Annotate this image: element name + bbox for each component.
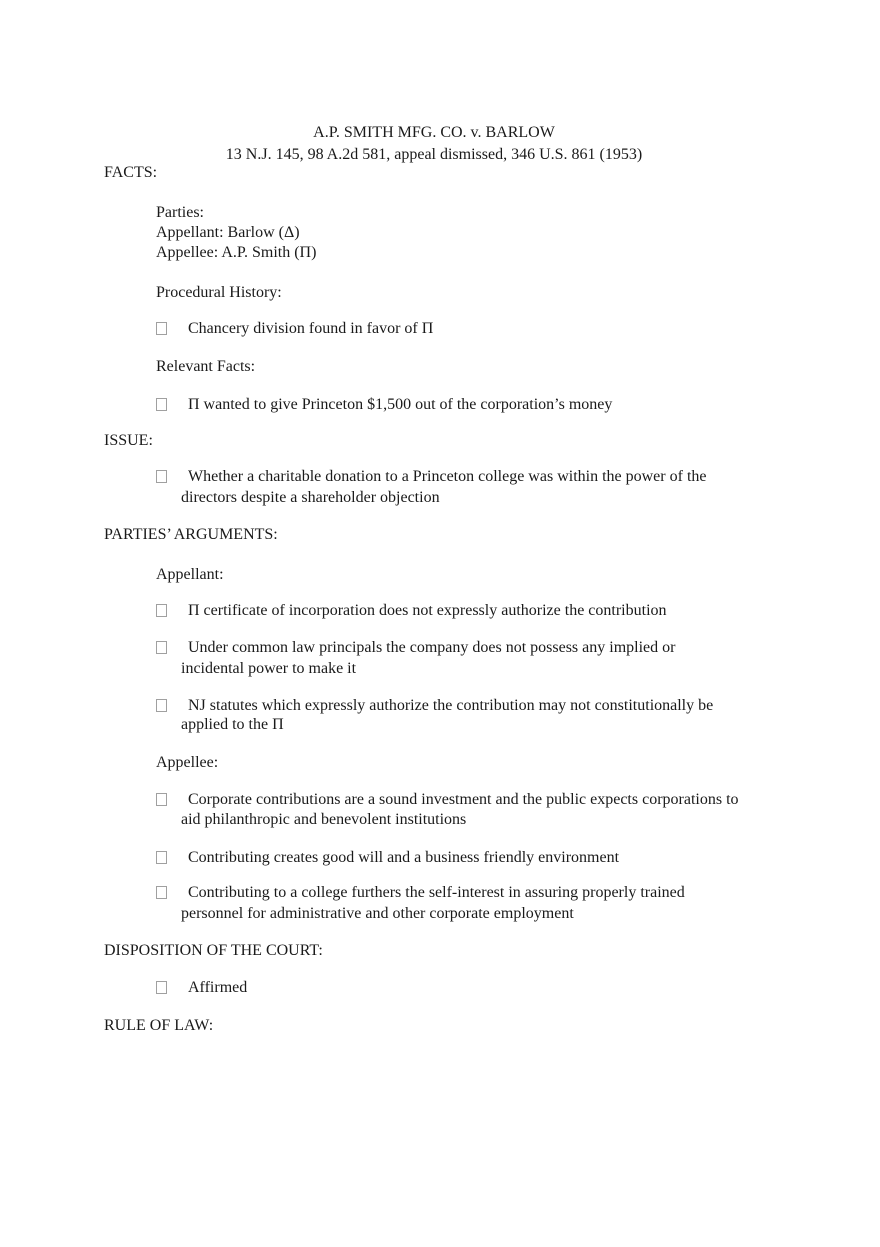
rule-of-law-heading: RULE OF LAW: — [104, 1017, 214, 1034]
issue-heading: ISSUE: — [104, 432, 153, 449]
bullet-icon — [156, 398, 167, 411]
appellant-argument-continued: incidental power to make it — [181, 660, 357, 677]
procedural-history-label: Procedural History: — [156, 284, 282, 301]
appellee-argument-continued: personnel for administrative and other corporate employment — [181, 905, 574, 922]
appellant-arguments-label: Appellant: — [156, 566, 224, 583]
issue-item: Whether a charitable donation to a Princeton college was within the power of the — [188, 468, 707, 485]
appellee-argument: Contributing creates good will and a business friendly environment — [188, 849, 620, 866]
bullet-icon — [156, 470, 167, 483]
relevant-fact-item: Π wanted to give Princeton $1,500 out of the corporation’s money — [188, 396, 613, 413]
bullet-icon — [156, 981, 167, 994]
appellant-argument-continued: applied to the Π — [181, 716, 284, 733]
bullet-icon — [156, 699, 167, 712]
bullet-icon — [156, 604, 167, 617]
appellant-party: Appellant: Barlow (Δ) — [156, 224, 300, 241]
bullet-icon — [156, 641, 167, 654]
facts-heading: FACTS: — [104, 164, 158, 181]
issue-item-continued: directors despite a shareholder objection — [181, 489, 440, 506]
appellee-argument: Contributing to a college furthers the self-interest in assuring properly trained — [188, 884, 685, 901]
appellee-party: Appellee: A.P. Smith (Π) — [156, 244, 317, 261]
bullet-icon — [156, 851, 167, 864]
appellee-arguments-label: Appellee: — [156, 754, 219, 771]
arguments-heading: PARTIES’ ARGUMENTS: — [104, 526, 278, 543]
appellant-argument: NJ statutes which expressly authorize the contribution may not constitutionally be — [188, 697, 714, 714]
case-title: A.P. SMITH MFG. CO. v. BARLOW — [313, 124, 555, 141]
bullet-icon — [156, 886, 167, 899]
procedural-item: Chancery division found in favor of Π — [188, 320, 434, 337]
relevant-facts-label: Relevant Facts: — [156, 358, 256, 375]
disposition-item: Affirmed — [188, 979, 248, 996]
appellant-argument: Under common law principals the company does not possess any implied or — [188, 639, 676, 656]
bullet-icon — [156, 793, 167, 806]
appellee-argument: Corporate contributions are a sound investment and the public expects corporations to — [188, 791, 739, 808]
appellee-argument-continued: aid philanthropic and benevolent institutions — [181, 811, 467, 828]
appellant-argument: Π certificate of incorporation does not expressly authorize the contribution — [188, 602, 667, 619]
bullet-icon — [156, 322, 167, 335]
case-citation: 13 N.J. 145, 98 A.2d 581, appeal dismissed, 346 U.S. 861 (1953) — [225, 146, 643, 163]
parties-label: Parties: — [156, 204, 204, 221]
disposition-heading: DISPOSITION OF THE COURT: — [104, 942, 323, 959]
